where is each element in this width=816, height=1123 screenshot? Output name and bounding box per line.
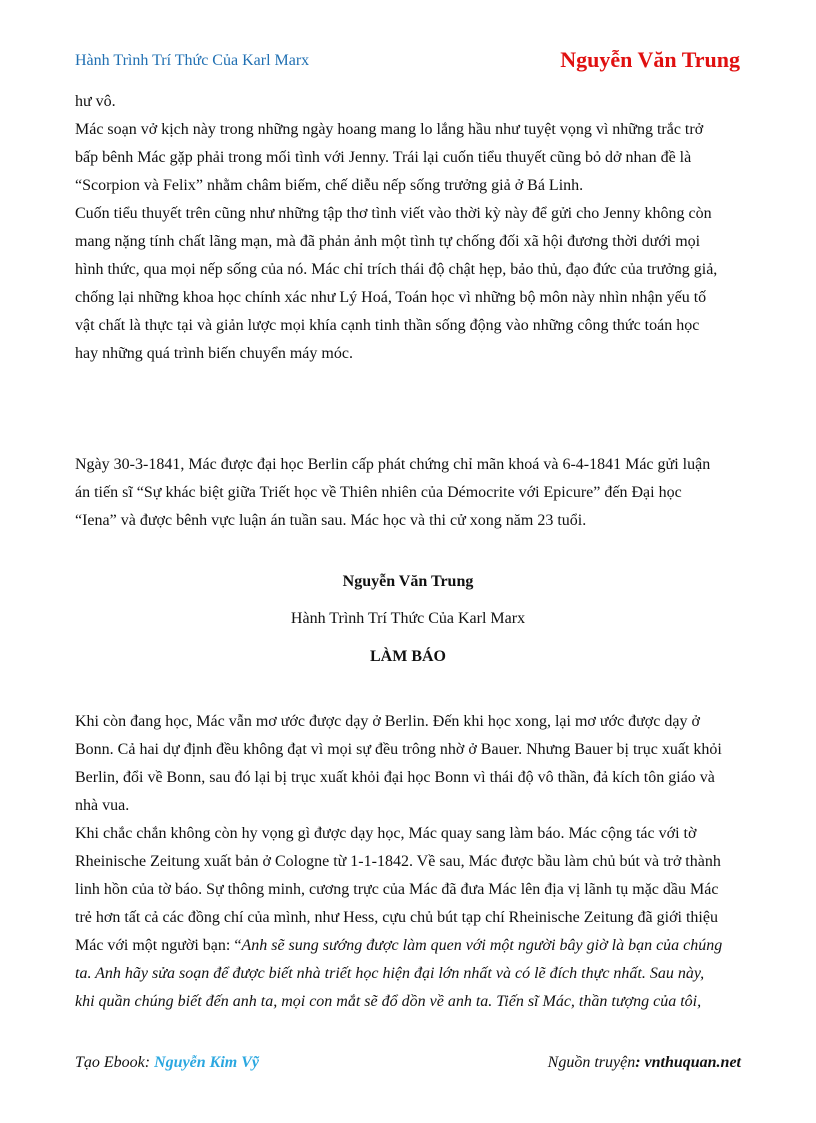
text-line: linh hồn của tờ báo. Sự thông minh, cương trực của Mác đã đưa Mác lên địa vị lãnh tụ mặc dầu Mác — [75, 881, 719, 898]
text-line: án tiến sĩ “Sự khác biệt giữa Triết học về Thiên nhiên của Démocrite với Epicure” đến Đại học — [75, 484, 682, 501]
chapter-title: LÀM BÁO — [370, 648, 446, 665]
ebook-creator-name: Nguyễn Kim Vỹ — [154, 1054, 259, 1071]
source-label: Nguồn truyện — [547, 1054, 636, 1071]
text-line: Ngày 30-3-1841, Mác được đại học Berlin cấp phát chứng chỉ mãn khoá và 6-4-1841 Mác gửi luận — [75, 456, 711, 473]
quote-line: khi quần chúng biết đến anh ta, mọi con mắt sẽ đổ dồn về anh ta. Tiến sĩ Mác, thần tượng của tôi, — [75, 993, 702, 1010]
body-block-1 — [75, 88, 743, 368]
text-line: hình thức, qua mọi nếp sống của nó. Mác chỉ trích thái độ chật hẹp, bảo thủ, đạo đức của trưởng giả, — [75, 261, 718, 278]
text-line-mixed — [75, 932, 743, 960]
text-line: chống lại những khoa học chính xác như Lý Hoá, Toán học vì những bộ môn này nhìn nhận yếu tố — [75, 289, 707, 306]
text-line: vật chất là thực tại và giản lược mọi khía cạnh tinh thần sống động vào những công thức toán học — [75, 317, 700, 334]
text-line: nhà vua. — [75, 797, 130, 814]
text-line: Berlin, đổi về Bonn, sau đó lại bị trục xuất khỏi đại học Bonn vì thái độ vô thần, đả kích tôn giáo và — [75, 769, 715, 786]
quote-line: ta. Anh hãy sửa soạn để được biết nhà triết học hiện đại lớn nhất và có lẽ đích thực nhất. Sau này, — [75, 965, 705, 982]
text-line: “Scorpion và Felix” nhằm châm biếm, chế diễu nếp sống trưởng giả ở Bá Linh. — [75, 177, 584, 194]
text-line: Cuốn tiểu thuyết trên cũng như những tập thơ tình viết vào thời kỳ này để gửi cho Jenny không còn — [75, 205, 712, 222]
ebook-separator: : — [144, 1054, 155, 1071]
text-line: Khi chắc chắn không còn hy vọng gì được dạy học, Mác quay sang làm báo. Mác cộng tác với tờ — [75, 825, 697, 842]
body-block-2 — [75, 451, 743, 535]
quote-text: Anh sẽ sung sướng được làm quen với một người bây giờ là bạn của chúng — [241, 937, 723, 954]
footer-source-credit — [548, 1054, 741, 1072]
text-line: Rheinische Zeitung xuất bản ở Cologne từ 1-1-1842. Về sau, Mác được bầu làm chủ bút và trở thành — [75, 853, 721, 870]
text-line: Khi còn đang học, Mác vẫn mơ ước được dạy ở Berlin. Đến khi học xong, lại mơ ước được dạy ở — [75, 713, 700, 730]
text-line: bấp bênh Mác gặp phải trong mối tình với Jenny. Trái lại cuốn tiểu thuyết cũng bỏ dở nhan đề là — [75, 149, 692, 166]
text-line: “Iena” và được bênh vực luận án tuần sau. Mác học và thi cử xong năm 23 tuổi. — [75, 512, 587, 529]
text-line: trẻ hơn tất cả các đồng chí của mình, như Hess, cựu chủ bút tạp chí Rheinische Zeitung đã giới thiệu — [75, 909, 718, 926]
text-line: mang nặng tính chất lãng mạn, mà đã phản ảnh một tình tự chống đối xã hội đương thời dưới mọi — [75, 233, 701, 250]
chapter-book-title: Hành Trình Trí Thức Của Karl Marx — [290, 610, 526, 627]
text-line: Bonn. Cả hai dự định đều không đạt vì mọi sự đều trông nhờ ở Bauer. Nhưng Bauer bị trục xuất khỏi — [75, 741, 722, 758]
text-line: Mác soạn vở kịch này trong những ngày hoang mang lo lắng hầu như tuyệt vọng vì những trắc trở — [75, 121, 704, 138]
ebook-label: Tạo Ebook — [75, 1054, 145, 1071]
plain-text: Mác với một người bạn: “ — [75, 937, 242, 954]
chapter-author: Nguyễn Văn Trung — [342, 573, 474, 590]
header-author: Nguyễn Văn Trung — [560, 47, 740, 72]
text-line: hay những quá trình biến chuyển máy móc. — [75, 345, 353, 362]
text-line: hư vô. — [75, 93, 116, 110]
source-site: vnthuquan.net — [644, 1054, 741, 1071]
source-separator: : — [635, 1054, 645, 1071]
body-block-3 — [75, 708, 743, 1016]
footer-ebook-credit — [75, 1054, 259, 1072]
header-book-title: Hành Trình Trí Thức Của Karl Marx — [75, 52, 310, 69]
